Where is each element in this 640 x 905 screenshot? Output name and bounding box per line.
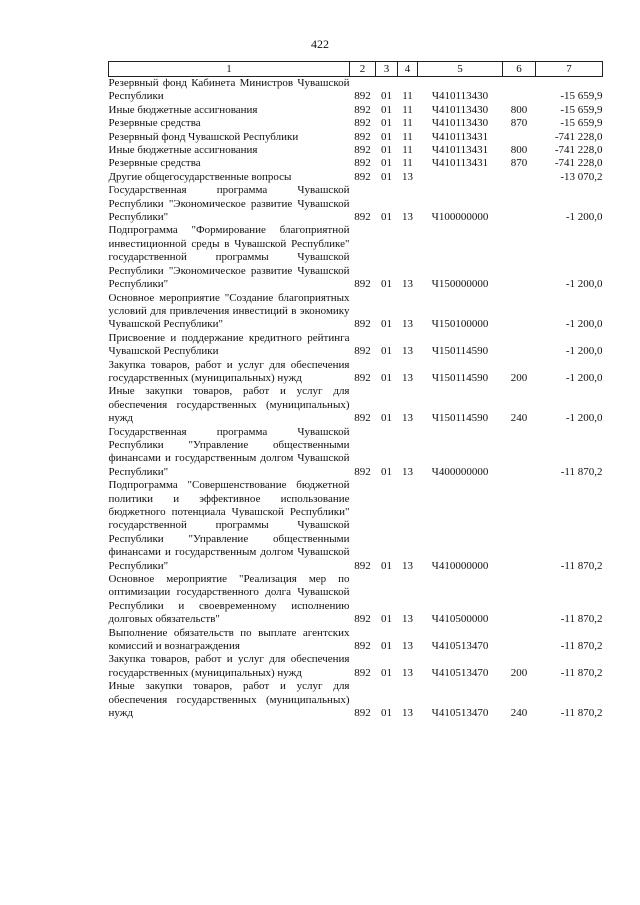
row-amount: -741 228,0 (554, 144, 603, 157)
row-code-4: 11 (402, 130, 413, 143)
row-name: Другие общегосударственные вопросы (108, 170, 292, 183)
row-name: Государственная программа Чувашской Республики "Управление общественными финансами и государственным долгом Чувашской Республики" (108, 425, 350, 478)
row-code-3: 01 (381, 707, 392, 720)
row-code-3: 01 (381, 130, 392, 143)
row-code-5: Ч150000000 (431, 278, 489, 291)
row-code-3: 01 (381, 144, 392, 157)
row-code-3: 01 (381, 613, 392, 626)
row-code-4: 11 (402, 117, 413, 130)
row-code-2: 892 (354, 371, 371, 384)
row-code-5: Ч410113431 (431, 157, 489, 170)
table-row (109, 426, 603, 480)
row-name: Основное мероприятие "Реализация мер по оптимизации государственного долга Чувашской Республики и своевременному исполнению долговых обязательств" (108, 573, 350, 626)
row-code-3: 01 (381, 345, 392, 358)
row-code-6 (503, 332, 536, 359)
row-code-2: 892 (354, 412, 371, 425)
row-code-4: 13 (402, 465, 413, 478)
row-amount: -13 070,2 (560, 170, 603, 183)
row-code-5: Ч400000000 (431, 465, 489, 478)
row-code-6 (503, 131, 536, 144)
row-amount: -11 870,2 (560, 707, 603, 720)
row-code-2: 892 (354, 613, 371, 626)
row-code-4: 13 (402, 318, 413, 331)
row-code-4: 13 (402, 170, 413, 183)
table-row (109, 292, 603, 332)
row-code-4: 13 (402, 412, 413, 425)
row-code-5: Ч410113430 (431, 117, 489, 130)
row-code-5: Ч150100000 (431, 318, 489, 331)
row-code-2: 892 (354, 157, 371, 170)
row-amount: -1 200,0 (565, 371, 603, 384)
row-code-2: 892 (354, 559, 371, 572)
row-code-2: 892 (354, 90, 371, 103)
row-amount: -15 659,9 (560, 90, 603, 103)
row-code-2: 892 (354, 465, 371, 478)
row-code-4: 13 (402, 707, 413, 720)
row-code-5: Ч410500000 (431, 613, 489, 626)
table-row (109, 104, 603, 117)
row-amount: -15 659,9 (560, 103, 603, 116)
row-code-2: 892 (354, 278, 371, 291)
row-code-3: 01 (381, 117, 392, 130)
table-row (109, 131, 603, 144)
row-name: Закупка товаров, работ и услуг для обеспечения государственных (муниципальных) нужд (108, 358, 350, 384)
table-header-row (109, 62, 603, 77)
row-code-2: 892 (354, 103, 371, 116)
page-number: 422 (311, 37, 329, 51)
column-header: 2 (350, 62, 376, 77)
row-name: Выполнение обязательств по выплате агентских комиссий и вознаграждения (108, 626, 350, 653)
row-name: Присвоение и поддержание кредитного рейтинга Чувашской Республики (108, 331, 350, 358)
row-code-6 (503, 426, 536, 480)
row-code-5: Ч150114590 (431, 371, 489, 384)
row-name: Резервный фонд Чувашской Республики (108, 130, 299, 143)
row-code-5 (418, 171, 503, 184)
row-code-6: 800 (510, 144, 528, 157)
row-amount: -1 200,0 (565, 211, 603, 224)
row-code-2: 892 (354, 707, 371, 720)
row-code-4: 11 (402, 90, 413, 103)
row-amount: -15 659,9 (560, 117, 603, 130)
row-code-2: 892 (354, 318, 371, 331)
row-code-2: 892 (354, 640, 371, 653)
row-code-5: Ч410513470 (431, 640, 489, 653)
table-row (109, 359, 603, 386)
row-code-6 (503, 77, 536, 104)
row-code-3: 01 (381, 412, 392, 425)
row-code-3: 01 (381, 170, 392, 183)
row-code-6 (503, 171, 536, 184)
row-code-3: 01 (381, 278, 392, 291)
table-row (109, 653, 603, 680)
row-code-2: 892 (354, 211, 371, 224)
row-name: Иные закупки товаров, работ и услуг для обеспечения государственных (муниципальных) нужд (108, 385, 350, 425)
row-code-4: 13 (402, 371, 413, 384)
row-amount: -1 200,0 (565, 318, 603, 331)
table-row (109, 479, 603, 573)
row-amount: -741 228,0 (554, 157, 603, 170)
row-code-5: Ч410000000 (431, 559, 489, 572)
row-name: Иные бюджетные ассигнования (108, 144, 258, 157)
row-code-6: 870 (510, 117, 528, 130)
row-code-2: 892 (354, 130, 371, 143)
table-row (109, 117, 603, 130)
budget-table (108, 61, 603, 721)
column-header: 3 (376, 62, 398, 77)
row-code-6: 240 (510, 707, 528, 720)
row-amount: -11 870,2 (560, 666, 603, 679)
row-name: Резервные средства (108, 117, 201, 130)
row-code-3: 01 (381, 157, 392, 170)
row-code-3: 01 (381, 318, 392, 331)
row-code-2: 892 (354, 170, 371, 183)
row-code-4: 11 (402, 157, 413, 170)
row-amount: -11 870,2 (560, 559, 603, 572)
table-row (109, 171, 603, 184)
row-code-4: 13 (402, 666, 413, 679)
row-code-2: 892 (354, 144, 371, 157)
table-row (109, 157, 603, 170)
row-name: Основное мероприятие "Создание благоприятных условий для привлечения инвестиций в экономику Чувашской Республики" (108, 291, 350, 331)
row-code-3: 01 (381, 559, 392, 572)
row-code-5: Ч410513470 (431, 666, 489, 679)
row-code-5: Ч410113430 (431, 90, 489, 103)
row-code-3: 01 (381, 90, 392, 103)
table-row (109, 385, 603, 425)
table-row (109, 627, 603, 654)
row-code-6: 240 (510, 412, 528, 425)
row-code-5: Ч410113431 (431, 144, 489, 157)
row-code-4: 13 (402, 613, 413, 626)
row-code-3: 01 (381, 211, 392, 224)
row-name: Иные закупки товаров, работ и услуг для обеспечения государственных (муниципальных) нужд (108, 680, 350, 720)
row-code-5: Ч410113430 (431, 103, 489, 116)
row-name: Резервные средства (108, 157, 201, 170)
row-amount: -11 870,2 (560, 465, 603, 478)
row-code-5: Ч410113431 (431, 130, 489, 143)
table-row (109, 680, 603, 720)
row-code-2: 892 (354, 666, 371, 679)
row-code-4: 13 (402, 559, 413, 572)
row-code-6 (503, 184, 536, 224)
row-amount: -1 200,0 (565, 412, 603, 425)
row-name: Закупка товаров, работ и услуг для обеспечения государственных (муниципальных) нужд (108, 653, 350, 679)
column-header: 1 (109, 62, 350, 77)
column-header: 5 (418, 62, 503, 77)
row-code-2: 892 (354, 117, 371, 130)
row-code-3: 01 (381, 666, 392, 679)
row-code-3: 01 (381, 465, 392, 478)
row-code-6: 200 (510, 666, 528, 679)
row-code-3: 01 (381, 103, 392, 116)
row-code-6 (503, 573, 536, 627)
row-name: Подпрограмма "Формирование благоприятной инвестиционной среды в Чувашской Республике" государственной программы Чувашской Республики "Экономическое развитие Чувашской Республики" (108, 224, 350, 291)
table-row (109, 144, 603, 157)
row-code-6 (503, 627, 536, 654)
row-code-2: 892 (354, 345, 371, 358)
row-code-4: 13 (402, 640, 413, 653)
row-code-6 (503, 292, 536, 332)
row-amount: -11 870,2 (560, 613, 603, 626)
table-row (109, 573, 603, 627)
row-code-3: 01 (381, 371, 392, 384)
table-row (109, 184, 603, 224)
row-name: Иные бюджетные ассигнования (108, 103, 258, 116)
row-amount: -11 870,2 (560, 640, 603, 653)
table-body (109, 77, 603, 721)
row-name: Подпрограмма "Совершенствование бюджетной политики и эффективное использование бюджетного потенциала Чувашской Республики" государственной программы Чувашской Республики "Управление общественными финансами и государственным долгом Чувашской Республики" (108, 479, 350, 572)
row-code-4: 11 (402, 144, 413, 157)
table-row (109, 332, 603, 359)
column-header: 7 (536, 62, 603, 77)
row-name: Резервный фонд Кабинета Министров Чувашской Республики (108, 77, 350, 103)
row-code-5: Ч410513470 (431, 707, 489, 720)
row-code-6: 800 (510, 103, 528, 116)
table-row (109, 77, 603, 104)
table-row (109, 224, 603, 291)
row-code-5: Ч100000000 (431, 211, 489, 224)
row-amount: -1 200,0 (565, 345, 603, 358)
row-code-6 (503, 479, 536, 573)
row-amount: -741 228,0 (554, 130, 603, 143)
row-code-3: 01 (381, 640, 392, 653)
column-header: 6 (503, 62, 536, 77)
row-code-4: 13 (402, 278, 413, 291)
row-code-4: 13 (402, 345, 413, 358)
row-code-6: 200 (510, 371, 528, 384)
row-code-6 (503, 224, 536, 291)
row-code-5: Ч150114590 (431, 412, 489, 425)
row-code-4: 11 (402, 103, 413, 116)
row-amount: -1 200,0 (565, 278, 603, 291)
row-name: Государственная программа Чувашской Республики "Экономическое развитие Чувашской Республики" (108, 184, 350, 224)
row-code-4: 13 (402, 211, 413, 224)
column-header: 4 (398, 62, 418, 77)
row-code-6: 870 (510, 157, 528, 170)
row-code-5: Ч150114590 (431, 345, 489, 358)
